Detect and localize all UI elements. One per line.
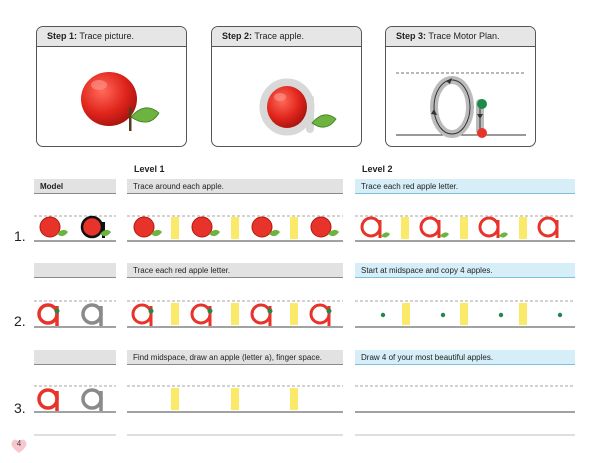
step-2-header bbox=[212, 27, 361, 47]
row-2-level-1-instruction: Trace each red apple letter. bbox=[127, 263, 343, 278]
step-3-text: Trace Motor Plan. bbox=[428, 31, 500, 41]
row-1-model-apples bbox=[34, 212, 116, 242]
row-1-level-2-letters bbox=[355, 212, 575, 242]
level-1-title: Level 1 bbox=[134, 164, 165, 174]
model-heading: Model bbox=[34, 179, 116, 194]
row-3-level-1-finger-spaces bbox=[127, 382, 343, 414]
step-1-label: Step 1: bbox=[47, 31, 78, 41]
apple-letter-a-picture bbox=[212, 47, 361, 146]
step-1-text: Trace picture. bbox=[79, 31, 135, 41]
row-2-model-heading bbox=[34, 263, 116, 278]
step-1-box bbox=[36, 26, 187, 147]
row-2-number: 2. bbox=[14, 313, 26, 329]
row-2-level-2-midspace-dots bbox=[355, 297, 575, 329]
step-3-box bbox=[385, 26, 536, 147]
row-1-number: 1. bbox=[14, 228, 26, 244]
page-number-heart bbox=[10, 437, 28, 455]
level-2-title: Level 2 bbox=[362, 164, 393, 174]
row-3-level-2-instruction: Draw 4 of your most beautiful apples. bbox=[355, 350, 575, 365]
row-1-level-1-apples bbox=[127, 212, 343, 242]
row-3-level-1-instruction: Find midspace, draw an apple (letter a), finger space. bbox=[127, 350, 343, 365]
row-2-level-1-letters bbox=[127, 297, 343, 329]
row-2-model-letters bbox=[34, 297, 116, 329]
row-1-level-2-instruction: Trace each red apple letter. bbox=[355, 179, 575, 194]
row-3-model-letters bbox=[34, 382, 116, 414]
step-3-header bbox=[386, 27, 535, 47]
step-2-box bbox=[211, 26, 362, 147]
row-1-level-1-instruction: Trace around each apple. bbox=[127, 179, 343, 194]
row-3-model-heading bbox=[34, 350, 116, 365]
apple-picture bbox=[37, 47, 186, 146]
step-1-header bbox=[37, 27, 186, 47]
row-2-level-2-instruction: Start at midspace and copy 4 apples. bbox=[355, 263, 575, 278]
step-2-text: Trace apple. bbox=[254, 31, 305, 41]
motor-plan-diagram bbox=[386, 47, 535, 146]
step-2-label: Step 2: bbox=[222, 31, 253, 41]
row-3-number: 3. bbox=[14, 400, 26, 416]
step-3-label: Step 3: bbox=[396, 31, 427, 41]
page-number: 4 bbox=[16, 439, 22, 448]
